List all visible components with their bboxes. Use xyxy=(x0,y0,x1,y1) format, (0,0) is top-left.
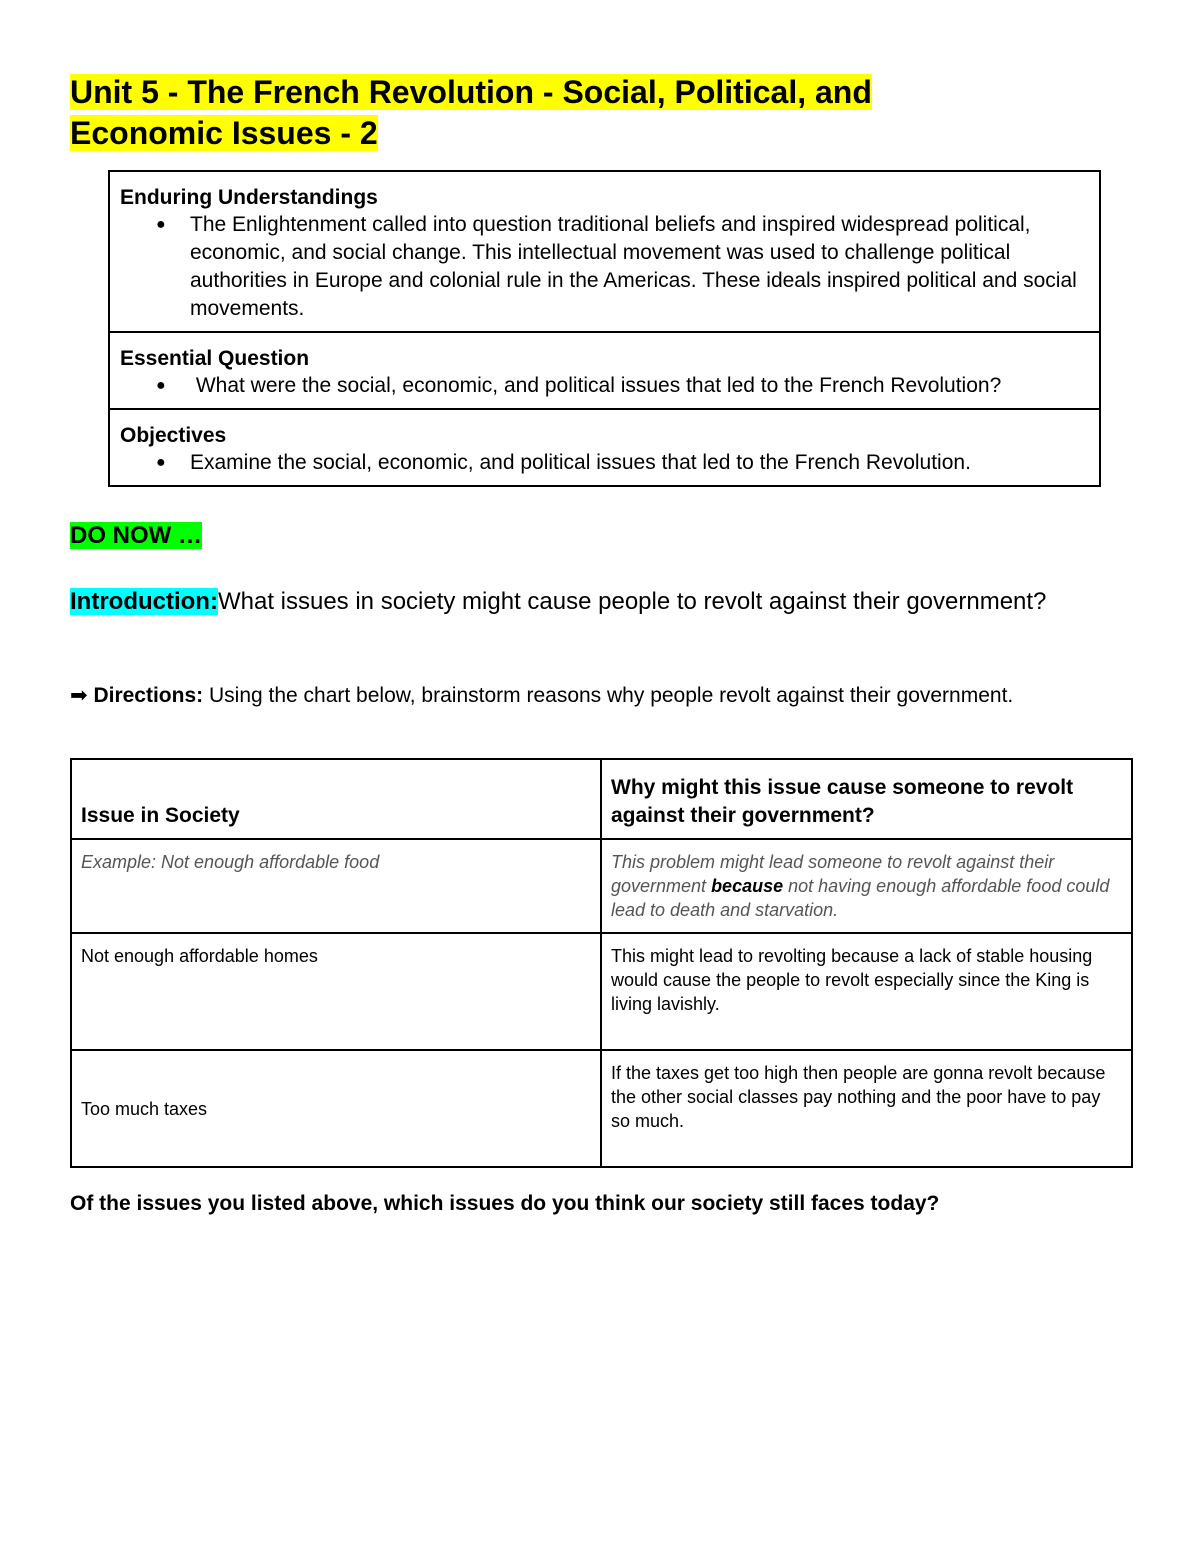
list-item xyxy=(120,211,1089,323)
directions-label: Directions: xyxy=(93,684,204,707)
bullet-icon: ● xyxy=(156,454,166,471)
objectives-text: Examine the social, economic, and political issues that led to the French Revolution. xyxy=(190,451,971,474)
arrow-right-icon: ➡ xyxy=(70,684,88,707)
example-reason-text-end: not having enough affordable food could lead to death and starvation. xyxy=(611,876,1110,920)
issue-cell[interactable]: Too much taxes xyxy=(71,1050,601,1167)
essential-question-text: What were the social, economic, and political issues that led to the French Revolution? xyxy=(190,374,1002,397)
reason-cell[interactable]: If the taxes get too high then people are gonna revolt because the other social classes pay nothing and the poor have to pay so much. xyxy=(601,1050,1132,1167)
introduction-label: Introduction: xyxy=(70,588,218,615)
enduring-understandings-section xyxy=(110,172,1099,333)
table-row xyxy=(71,933,1132,1050)
example-reason-bold: because xyxy=(711,876,784,896)
table-header-row xyxy=(71,759,1132,839)
directions-text: Using the chart below, brainstorm reasons why people revolt against their government. xyxy=(208,684,1014,707)
overview-box xyxy=(108,170,1101,487)
closing-question: Of the issues you listed above, which issues do you think our society still faces today? xyxy=(70,1192,940,1215)
list-item xyxy=(120,372,1089,400)
title-line-2: Economic Issues - 2 xyxy=(70,115,378,151)
column-header-issue: Issue in Society xyxy=(71,759,601,839)
table-row xyxy=(71,1050,1132,1167)
objectives-heading: Objectives xyxy=(120,424,227,447)
introduction-prompt xyxy=(70,586,1130,618)
do-now-label: DO NOW … xyxy=(70,522,202,549)
brainstorm-table xyxy=(70,758,1133,1168)
example-reason-cell xyxy=(601,839,1132,933)
list-item xyxy=(120,449,1089,477)
title-line-1: Unit 5 - The French Revolution - Social, Political, and xyxy=(70,74,872,110)
example-issue-cell: Example: Not enough affordable food xyxy=(71,839,601,933)
table-row xyxy=(71,839,1132,933)
directions xyxy=(70,682,1130,710)
example-reason-text: This problem might lead someone to revolt against their government xyxy=(611,852,1055,896)
enduring-understandings-heading: Enduring Understandings xyxy=(120,186,378,209)
bullet-icon: ● xyxy=(156,216,166,233)
reason-cell[interactable]: This might lead to revolting because a lack of stable housing would cause the people to revolt especially since the King is living lavishly. xyxy=(601,933,1132,1050)
column-header-why: Why might this issue cause someone to revolt against their government? xyxy=(601,759,1132,839)
essential-question-section xyxy=(110,333,1099,410)
page-title xyxy=(70,72,1070,154)
do-now-heading xyxy=(70,520,202,552)
bullet-icon: ● xyxy=(156,377,166,394)
essential-question-heading: Essential Question xyxy=(120,347,310,370)
objectives-section xyxy=(110,410,1099,485)
introduction-text: What issues in society might cause people to revolt against their government? xyxy=(217,588,1047,615)
enduring-understandings-text: The Enlightenment called into question traditional beliefs and inspired widespread political, economic, and social change. This intellectual movement was used to challenge political authorities in Europe and colonial rule in the Americas. These ideals inspired political and social movements. xyxy=(190,213,1077,320)
issue-cell[interactable]: Not enough affordable homes xyxy=(71,933,601,1050)
